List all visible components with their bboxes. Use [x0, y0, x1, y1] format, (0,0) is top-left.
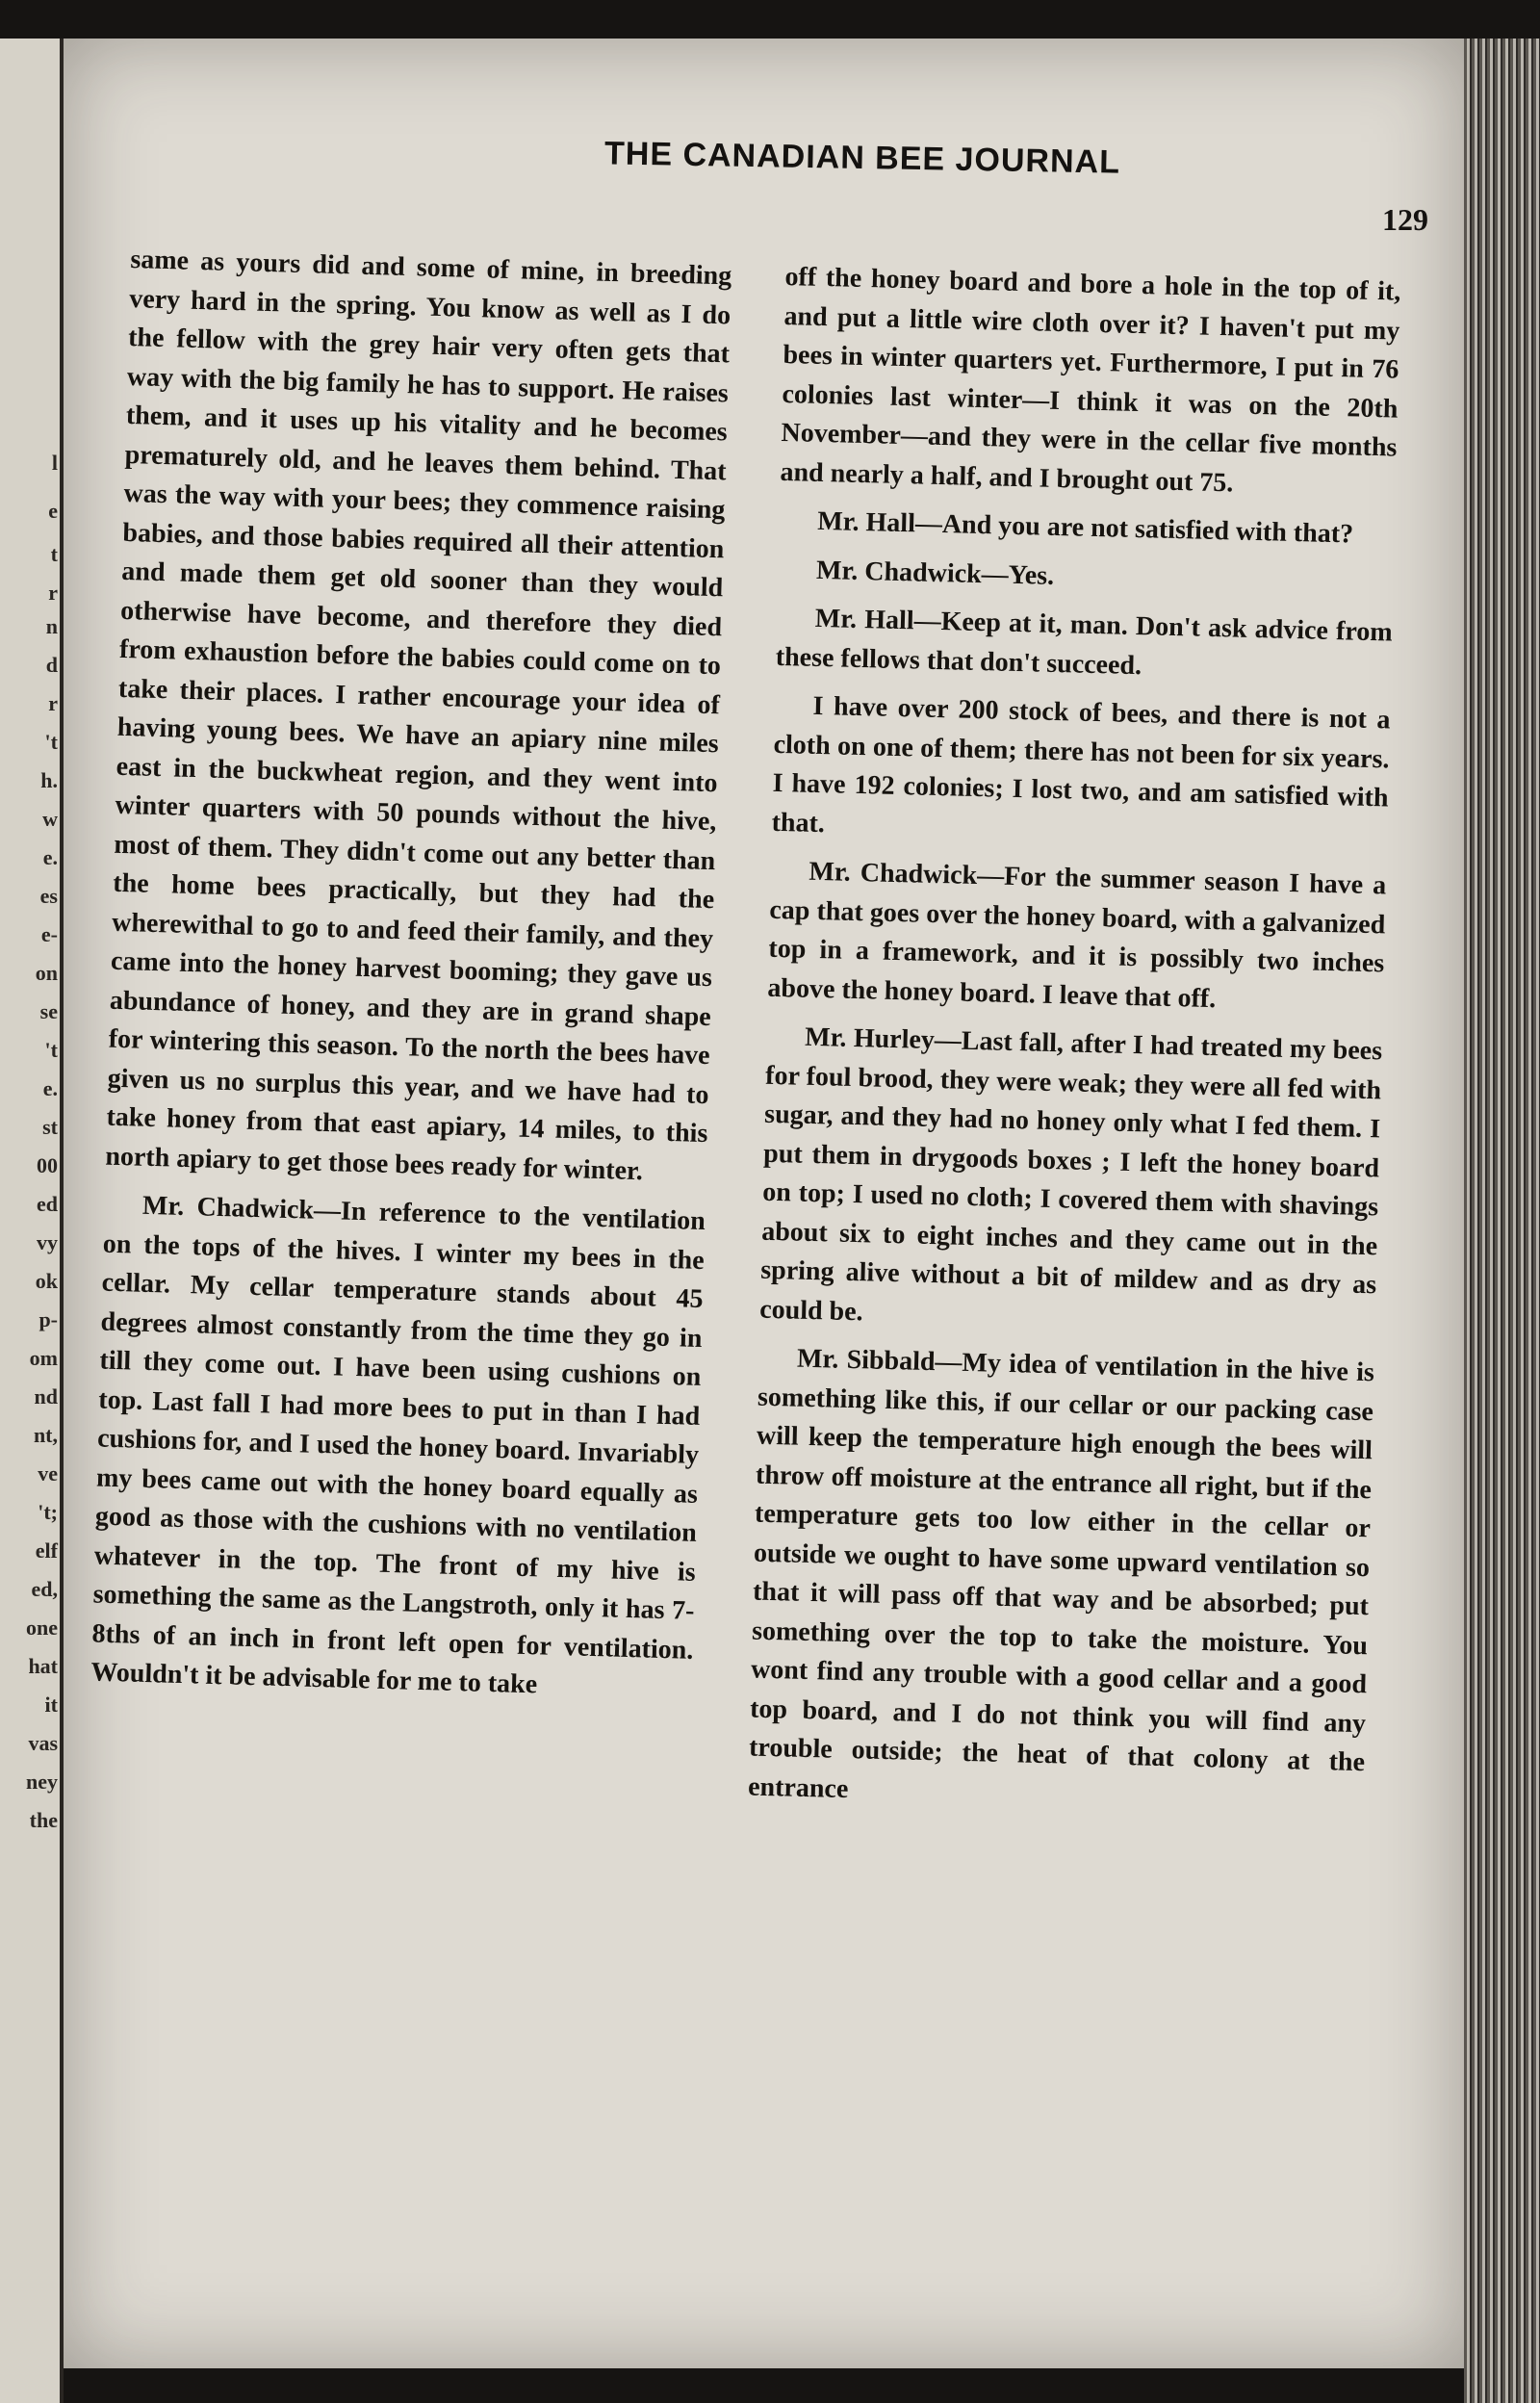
- paragraph: I have over 200 stock of bees, and there is not a cloth on one of them; there has not been for six years. I have 192 colonies; I lost two, and am satisfied with that.: [771, 690, 1391, 839]
- paragraph: Mr. Hall—And you are not satisfied with that?: [816, 505, 1354, 550]
- margin-fragment: ed: [37, 1192, 58, 1216]
- margin-fragment: ve: [38, 1461, 58, 1486]
- margin-fragment: the: [29, 1808, 58, 1832]
- paragraph: Mr. Sibbald—My idea of ventilation in the hive is something like this, if our cellar or our packing case will keep the temperature high enough the bees will throw off moisture at the entrance all right, but if the temperature gets too low either in the cellar or outside we ought to have some upward ventilation so that it will pass off that way and be absorbed; put something over the top to take the moisture. You wont find any trouble with a good cellar and a good top board, and I do not think you will find any trouble outside; the heat of that colony at the entrance: [747, 1343, 1375, 1804]
- margin-fragment: p-: [38, 1307, 58, 1331]
- margin-fragment: r: [48, 691, 58, 715]
- margin-fragment: 't;: [38, 1500, 58, 1524]
- margin-fragment: hat: [28, 1654, 58, 1678]
- right-column: [747, 258, 1400, 1831]
- margin-fragment: on: [35, 961, 58, 985]
- margin-fragment: e-: [40, 922, 58, 946]
- margin-fragment: e: [48, 499, 58, 523]
- margin-fragment: es: [39, 884, 58, 908]
- previous-page-margin: [0, 39, 64, 2403]
- page-stack-edge: [1464, 39, 1540, 2403]
- left-column: [90, 241, 732, 1718]
- margin-fragment: ney: [26, 1770, 58, 1794]
- margin-fragment: ed,: [31, 1577, 58, 1601]
- paragraph: same as yours did and some of mine, in breeding very hard in the spring. You know as well as I do the fellow with the grey hair very often gets that way with the big family he has to support. He raises them, and it uses up his vitality and he becomes prematurely old, and he leaves them behind. That was the way with your bees; they commence raising babies, and those babies required all their attention and made them get old sooner than they would otherwise have become, and therefore they died from exhaustion before the babies could come on to take their places. I rather encourage your idea of having young bees. We have an apiary nine miles east in the buckwheat region, and they went into winter quarters with 50 pounds without the hive, most of them. They didn't come out any better than the home bees practically, but they had the wherewithal to go to and feed their family, and they came into the honey harvest booming; they gave us abundance of honey, and they are in grand shape for wintering this season. To the north the bees have given us no surplus this year, and we have had to take honey from that east apiary, 14 miles, to this north apiary to get those bees ready for winter.: [105, 244, 732, 1186]
- margin-fragment: se: [39, 999, 58, 1023]
- margin-fragment: r: [48, 581, 58, 605]
- margin-fragment: it: [44, 1692, 58, 1717]
- journal-page: [64, 39, 1464, 2368]
- margin-fragment: om: [29, 1346, 58, 1370]
- margin-fragment: h.: [40, 768, 58, 792]
- margin-fragment: n: [45, 614, 58, 638]
- margin-fragment: vas: [28, 1731, 58, 1755]
- margin-fragment: 't: [44, 1038, 58, 1062]
- margin-fragment: elf: [35, 1538, 58, 1563]
- margin-fragment: 00: [37, 1153, 58, 1177]
- paragraph: off the honey board and bore a hole in the top of it, and put a little wire cloth over it? I haven't put my bees in winter quarters yet. Furthermore, I put in 76 colonies last winter—I think it was on the 20th November—and they were in the cellar five months and nearly a half, and I brought out 75.: [780, 261, 1401, 498]
- margin-fragment: vy: [37, 1230, 58, 1254]
- margin-fragment: d: [45, 653, 58, 677]
- margin-fragment: ok: [35, 1269, 58, 1293]
- paragraph: Mr. Chadwick—Yes.: [815, 555, 1055, 591]
- paragraph: Mr. Chadwick—For the summer season I have a cap that goes over the honey board, with a galvanized top in a framework, and it is possibly two inches above the honey board. I leave that off.: [767, 856, 1387, 1014]
- margin-fragment: st: [42, 1115, 58, 1139]
- margin-fragment: t: [50, 542, 58, 566]
- page-number: 129: [1382, 202, 1428, 237]
- paragraph: Mr. Chadwick—In reference to the ventilation on the tops of the hives. I winter my bees in the cellar. My cellar temperature stands about 45 degrees almost constantly from the time they go in till they come out. I have been using cushions on top. Last fall I had more bees to put in than I had cushions for, and I used the honey board. Invariably my bees came out with the honey board equally as good as those with the cushions with no ventilation whatever in the top. The front of my hive is something the same as the Langstroth, only it has 7-8ths of an inch in front left open for ventilation. Wouldn't it be advisable for me to take: [90, 1190, 706, 1700]
- margin-fragment: e.: [42, 845, 58, 869]
- margin-fragment: one: [26, 1615, 58, 1640]
- margin-fragment: nd: [34, 1384, 58, 1408]
- paragraph: Mr. Hall—Keep at it, man. Don't ask advice from these fellows that don't succeed.: [775, 603, 1394, 681]
- margin-fragment: l: [51, 451, 58, 475]
- margin-fragment: nt,: [33, 1423, 58, 1447]
- paragraph: Mr. Hurley—Last fall, after I had treated my bees for foul brood, they were weak; they were all fed with sugar, and they had no honey only what I fed them. I put them in drygoods boxes ; I left the honey board on top; I used no cloth; I covered them with shavings about six to eight inches and they came out in the spring alive without a bit of mildew and as dry as could be.: [758, 1021, 1383, 1327]
- journal-title: THE CANADIAN BEE JOURNAL: [603, 135, 1121, 181]
- margin-fragment: 't: [44, 730, 58, 754]
- margin-fragment: w: [42, 807, 58, 831]
- margin-fragment: e.: [42, 1076, 58, 1100]
